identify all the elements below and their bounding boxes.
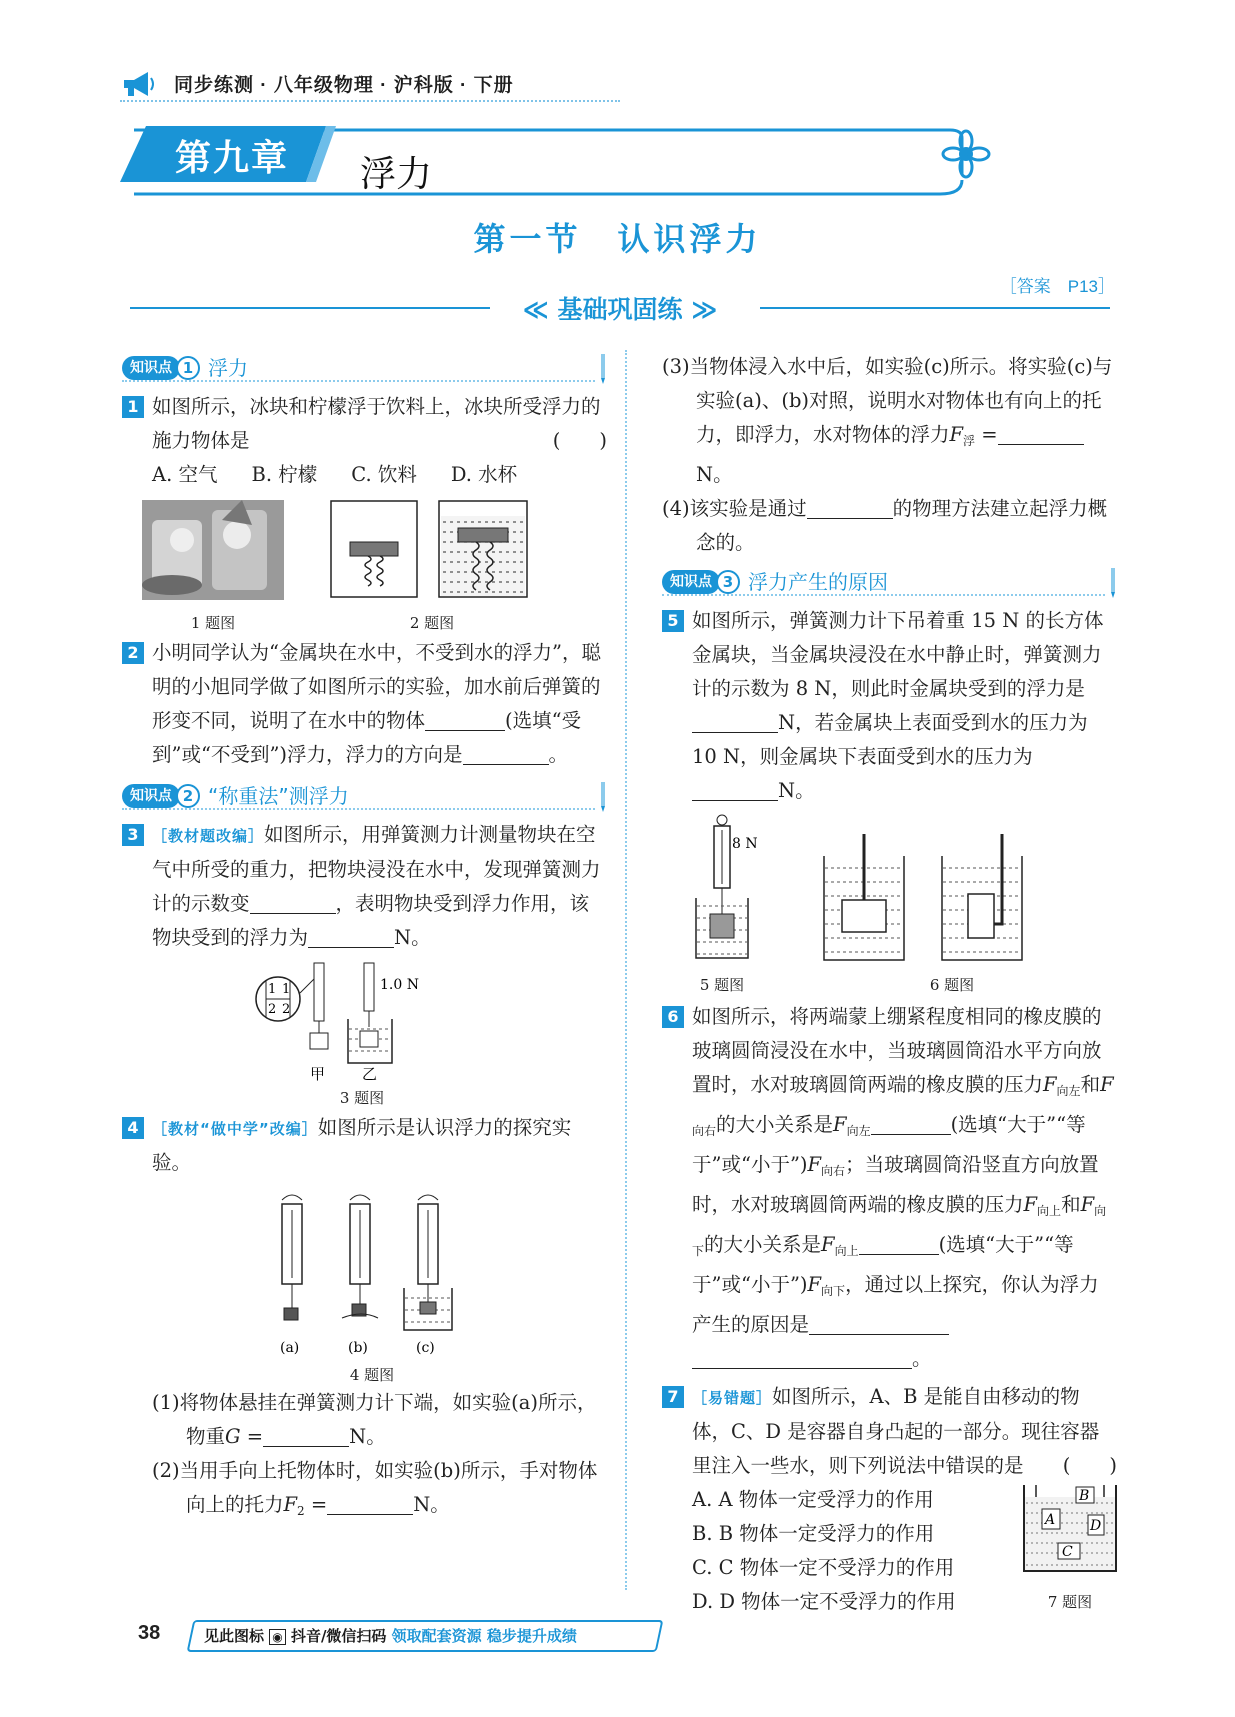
option-d: D. 水杯 [450, 463, 518, 486]
question-tag: ［教材“做中学”改编］ [152, 1120, 318, 1138]
chapter-banner [120, 124, 1050, 204]
figure-caption: 1 题图 [190, 614, 236, 632]
knowledge-point-name: 浮力 [208, 355, 248, 380]
column-divider [625, 350, 627, 1590]
option-d: D. D 物体一定不受浮力的作用 [692, 1590, 956, 1613]
chapter-title: 浮力 [360, 154, 433, 195]
spring-figure-water [438, 500, 528, 598]
label-d: D [1090, 1518, 1102, 1534]
figure-caption: 7 题图 [1047, 1593, 1093, 1611]
answer-blank[interactable] [807, 497, 893, 519]
question-6: 6 如图所示，将两端蒙上绷紧程度相同的橡皮膜的玻璃圆筒浸没在水中，当玻璃圆筒沿水平方向放置时，水对玻璃圆筒两端的橡皮膜的压力$F_{向左}$和$F_{向右}$的大小关系是$F_{向左}$ (选填“大于”“等于”或“小于$”)F_{向右}$；当玻璃圆筒沿竖直方向放置时，水对玻璃圆筒两端的橡皮膜的压力$F_{向上}$和$F_{向下}$的大小关系是$F_{向上}$ (选填“大于”“等于”或“小于$”)F_{向下}$，通过以上探究，你认为浮力产生的原因是 。 [662, 1000, 1117, 1376]
figure-caption: 2 题图 [409, 614, 455, 632]
question-1: 1 如图所示，冰块和柠檬浮于饮料上，冰块所受浮力的施力物体是 ( ) A. 空气 B. 柠檬 C. 饮料 D. 水杯 [122, 390, 607, 492]
figures-1-2 [122, 500, 607, 636]
answer-blank[interactable] [327, 1493, 413, 1515]
answer-blank[interactable] [463, 743, 549, 765]
pencil-icon [1109, 568, 1117, 598]
scale-mark-2: 2 [282, 1002, 291, 1017]
answer-blank[interactable] [692, 779, 778, 801]
option-c: C. C 物体一定不受浮力的作用 [692, 1556, 955, 1579]
scale-reading: 8 N [732, 836, 758, 852]
knowledge-point-2: 知识点 2 “称重法”测浮力 [122, 778, 607, 812]
option-b: B. 柠檬 [251, 463, 318, 486]
question-number: 7 [662, 1386, 684, 1408]
question-2: 2 小明同学认为“金属块在水中，不受到水的浮力”，聪明的小旭同学做了如图所示的实验，加水前后弹簧的形变不同，说明了在水中的物体 (选填“受到”或“不受到”)浮力，浮力的方向是 。 [122, 636, 607, 772]
megaphone-icon [120, 70, 156, 98]
options [152, 458, 607, 492]
question-5: 5 如图所示，弹簧测力计下吊着重 15 N 的长方体金属块，当金属块浸没在水中静止时，弹簧测力计的示数为 8 N，则此时金属块受到的浮力是N，若金属块上表面受到水的压力为 10 N，则金属块下表面受到水的压力为N。 [662, 604, 1117, 808]
label-jia: 甲 [310, 1065, 326, 1083]
drink-photo [142, 500, 284, 600]
figure-caption: 3 题图 [339, 1089, 385, 1107]
footer [118, 1618, 678, 1662]
question-tag: ［易错题］ [692, 1389, 773, 1407]
answer-blank[interactable] [425, 709, 505, 731]
section-title: 第一节 认识浮力 [473, 220, 762, 258]
answer-blank[interactable] [263, 1425, 349, 1447]
answer-reference: ［答案 P13］ [999, 277, 1115, 296]
label-c: (c) [416, 1340, 435, 1356]
knowledge-point-3: 知识点 3 浮力产生的原因 [662, 564, 1117, 598]
label-b: B [1079, 1488, 1090, 1504]
label-a: A [1045, 1512, 1056, 1528]
knowledge-point-1: 知识点 1 浮力 [122, 350, 607, 384]
scale-mark-2: 2 [268, 1002, 277, 1017]
pencil-icon [599, 782, 607, 812]
spring-scale-figure [252, 961, 452, 1089]
spring-figure-dry [330, 500, 418, 598]
answer-blank[interactable] [692, 711, 778, 733]
answer-blank[interactable] [692, 1347, 912, 1369]
question-7: 7 ［易错题］如图所示，A、B 是能自由移动的物体，C、D 是容器自身凸起的一部分。现往容器里注入一些水，则下列说法中错误的是 ( ) A. A 物体一定受浮力的作用 B. B 物体一定受浮力的作用 C. C 物体一定不受浮力的作用 D. D 物体一定不受浮力的作用 A B C D 7 题图 [662, 1380, 1117, 1619]
knowledge-point-name: 浮力产生的原因 [748, 569, 888, 594]
label-b: (b) [348, 1340, 368, 1356]
question-4-sub-2: (2)当用手向上托物体时，如实验(b)所示，手对物体向上的托力$F_2 = N$。 [152, 1459, 598, 1518]
figure-4 [122, 1186, 607, 1386]
answer-blank[interactable] [308, 926, 394, 948]
label-c: C [1062, 1544, 1073, 1560]
question-number: 2 [122, 642, 144, 664]
answer-blank[interactable] [998, 423, 1084, 445]
scale-mark-1: 1 [268, 982, 277, 997]
flower-ornament-icon [943, 131, 989, 177]
practice-heading [130, 290, 1110, 324]
label-a: (a) [280, 1340, 300, 1356]
knowledge-point-name: “称重法”测浮力 [208, 783, 349, 808]
glass-tube-figure [822, 834, 1082, 964]
question-number: 1 [122, 396, 144, 418]
question-number: 5 [662, 610, 684, 632]
right-column [662, 350, 1117, 1619]
option-a: A. 空气 [152, 463, 218, 486]
pencil-icon [599, 354, 607, 384]
figure-caption: 6 题图 [929, 976, 975, 994]
figures-5-6 [662, 814, 1117, 1000]
question-4: 4 ［教材“做中学”改编］如图所示是认识浮力的探究实验。 [122, 1111, 607, 1180]
spring-scale-in-water-figure [692, 814, 758, 964]
question-4-sub-3: (3)当物体浸入水中后，如实验(c)所示。将实验(c)与实验(a)、(b)对照，说明水对物体也有向上的托力，即浮力，水对物体的浮力$F_浮 =N$。 [662, 355, 1113, 486]
buoyancy-experiment-figure [262, 1190, 472, 1360]
option-c: C. 饮料 [351, 463, 417, 486]
running-header [120, 66, 620, 100]
scale-reading: 1.0 N [380, 977, 419, 993]
question-3: 3 ［教材题改编］如图所示，用弹簧测力计测量物块在空气中所受的重力，把物块浸没在水中，发现弹簧测力计的示数变 ，表明物块受到浮力作用，该物块受到的浮力为 N。 [122, 818, 607, 955]
answer-blank[interactable] [250, 892, 336, 914]
left-column [122, 350, 607, 1528]
option-a: A. A 物体一定受浮力的作用 [692, 1488, 934, 1511]
answer-paren: ( ) [552, 429, 607, 452]
label-yi: 乙 [362, 1065, 378, 1083]
footer-promo: 见此图标 ◉ 抖音/微信扫码 领取配套资源 稳步提升成绩 [204, 1627, 577, 1645]
question-number: 4 [122, 1117, 144, 1139]
page-number: 38 [138, 1622, 161, 1644]
question-4-sub-1: (1)将物体悬挂在弹簧测力计下端，如实验(a)所示，物重G = N。 [152, 1391, 597, 1448]
figure-caption: 5 题图 [699, 976, 745, 994]
question-number: 6 [662, 1006, 684, 1028]
figure-caption: 4 题图 [349, 1366, 395, 1384]
question-4-sub-4: (4)该实验是通过 的物理方法建立起浮力概念的。 [662, 497, 1108, 554]
series-title: 同步练测 · 八年级物理 · 沪科版 · 下册 [174, 75, 514, 96]
answer-blank[interactable] [809, 1313, 949, 1335]
practice-label: ≪ 基础巩固练 ≫ [522, 295, 718, 324]
chapter-number: 第九章 [175, 138, 290, 179]
answer-blank[interactable] [871, 1113, 951, 1135]
option-b: B. B 物体一定受浮力的作用 [692, 1522, 935, 1545]
answer-blank[interactable] [859, 1233, 939, 1255]
scale-mark-1: 1 [282, 982, 291, 997]
answer-paren: ( ) [1062, 1454, 1117, 1477]
question-number: 3 [122, 824, 144, 846]
container-figure [1022, 1483, 1118, 1573]
question-tag: ［教材题改编］ [152, 827, 265, 845]
figure-3 [122, 961, 607, 1111]
eye-icon: ◉ [269, 1629, 285, 1645]
